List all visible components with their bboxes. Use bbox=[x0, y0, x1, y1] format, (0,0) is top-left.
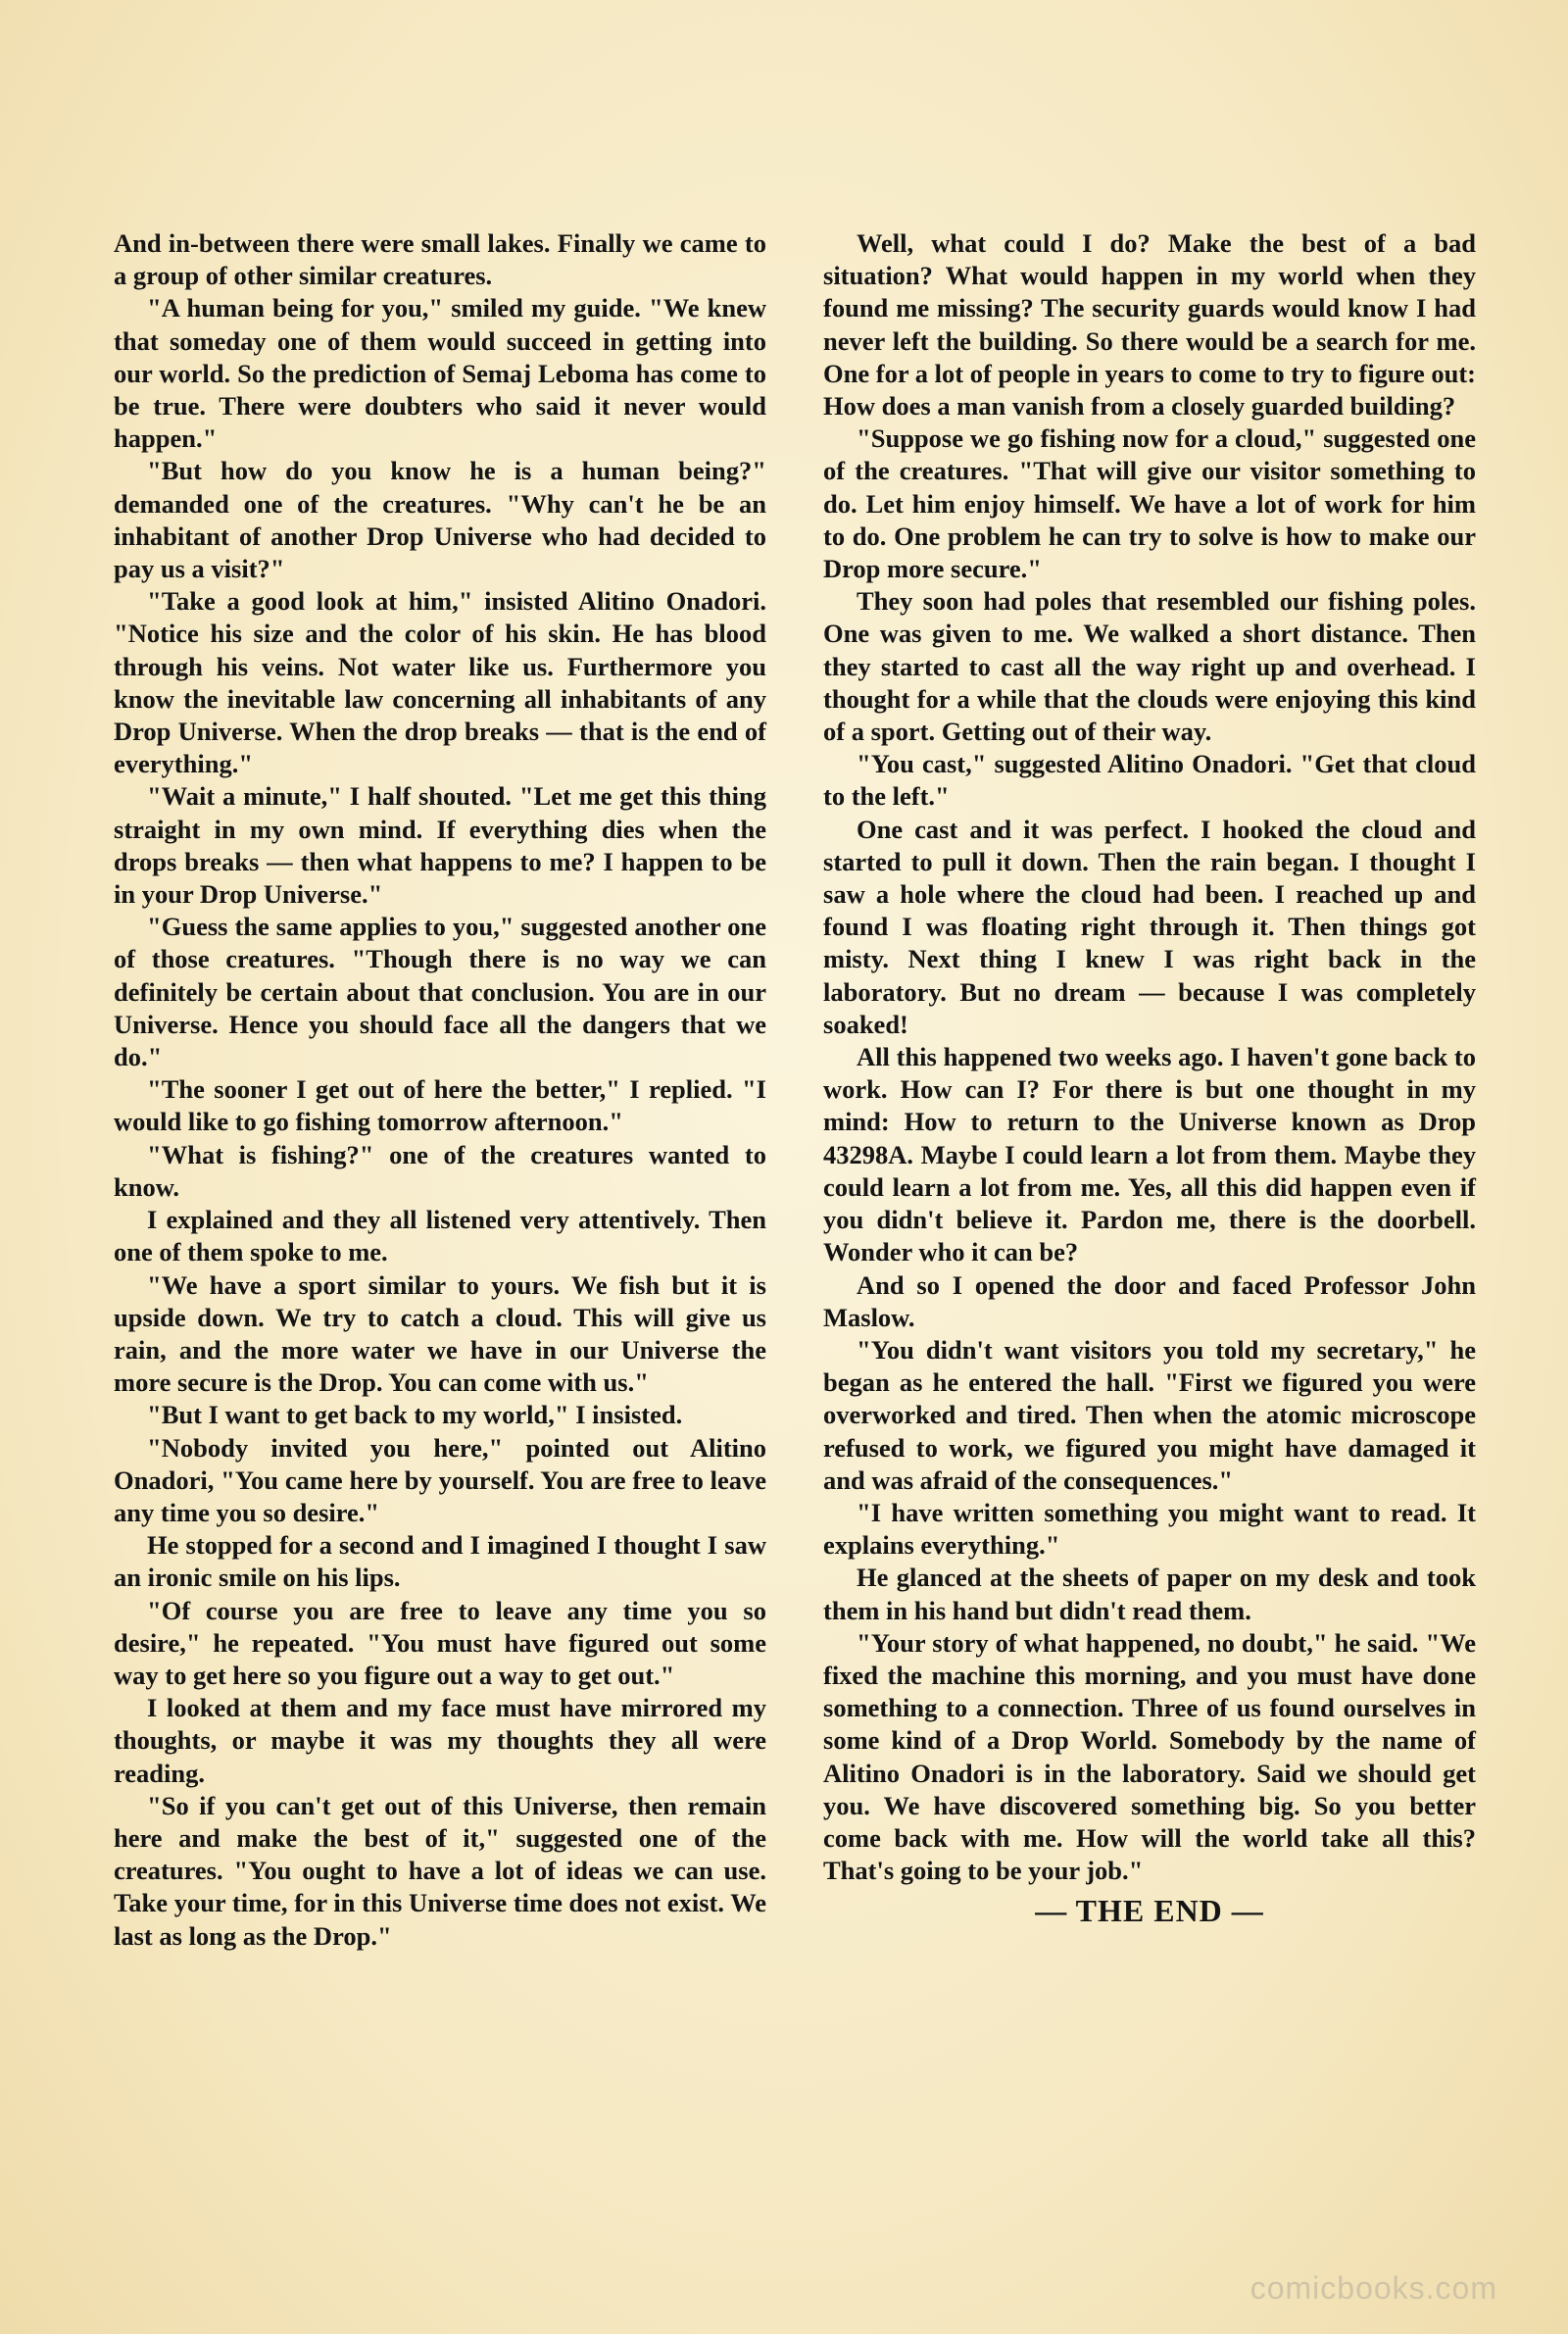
paragraph: "The sooner I get out of here the better," I replied. "I would like to go fishing tomorrow afternoon." bbox=[114, 1074, 766, 1137]
paragraph: "We have a sport similar to yours. We fish but it is upside down. We try to catch a cloud. This will give us rain, and the more water we have in our Universe the more secure is the Drop. You can come with us." bbox=[114, 1269, 766, 1398]
paragraph: "You didn't want visitors you told my secretary," he began as he entered the hall. "First we figured you were overworked and tired. Then when the atomic microscope refused to work, we figured you might have damaged it and was afraid of the consequences." bbox=[823, 1334, 1476, 1495]
paragraph: "I have written something you might want to read. It explains everything." bbox=[823, 1497, 1476, 1561]
paragraph: "Guess the same applies to you," suggested another one of those creatures. "Though there is no way we can definitely be certain about that conclusion. You are in our Universe. Hence you should face all the dangers that we do." bbox=[114, 912, 766, 1072]
paragraph: And in-between there were small lakes. Finally we came to a group of other similar creatures. bbox=[114, 228, 766, 291]
paragraph: "But I want to get back to my world," I insisted. bbox=[147, 1400, 683, 1430]
paragraph: "Take a good look at him," insisted Alitino Onadori. "Notice his size and the color of his skin. He has blood through his veins. Not water like us. Furthermore you know the inevitable law concerning all inhabitants of any Drop Universe. When the drop breaks — that is the end of everything." bbox=[114, 586, 766, 779]
paragraph: "So if you can't get out of this Universe, then remain here and make the best of it," suggested one of the creatures. "You ought to have a lot of ideas we can use. Take your time, for in this Universe time does not exist. We last as long as the Drop." bbox=[114, 1790, 766, 1951]
the-end-label: — THE END — bbox=[1035, 1893, 1264, 1929]
paragraph: "A human being for you," smiled my guide. "We knew that someday one of them would succeed in getting into our world. So the prediction of Semaj Leboma has come to be true. There were doubters who said it never would happen." bbox=[114, 293, 766, 454]
paragraph: "Of course you are free to leave any time you so desire," he repeated. "You must have figured out some way to get here so you figure out a way to get out." bbox=[114, 1595, 766, 1690]
paragraph: "You cast," suggested Alitino Onadori. "Get that cloud to the left." bbox=[823, 749, 1476, 812]
paragraph: "But how do you know he is a human being?" demanded one of the creatures. "Why can't he be an inhabitant of another Drop Universe who had decided to pay us a visit?" bbox=[114, 456, 766, 584]
paragraph: They soon had poles that resembled our fishing poles. One was given to me. We walked a short distance. Then they started to cast all the way right up and overhead. I thought for a while that the clouds were enjoying this kind of a sport. Getting out of their way. bbox=[823, 586, 1476, 747]
paragraph: One cast and it was perfect. I hooked the cloud and started to pull it down. Then the rain began. I thought I saw a hole where the cloud had been. I reached up and found I was floating right through it. Then things got misty. Next thing I knew I was right back in the laboratory. But no dream — because I was completely soaked! bbox=[823, 814, 1476, 1039]
paragraph: He glanced at the sheets of paper on my desk and took them in his hand but didn't read them. bbox=[823, 1563, 1476, 1625]
paragraph: Well, what could I do? Make the best of a bad situation? What would happen in my world when they found me missing? The security guards would know I had never left the building. So there would be a search for me. One for a lot of people in years to come to try to figure out: How does a man vanish from a closely guarded building? bbox=[823, 228, 1476, 422]
paragraph: He stopped for a second and I imagined I thought I saw an ironic smile on his lips. bbox=[114, 1530, 766, 1593]
paragraph: "What is fishing?" one of the creatures wanted to know. bbox=[114, 1139, 766, 1202]
left-text-column bbox=[114, 227, 766, 1953]
paragraph: All this happened two weeks ago. I haven't gone back to work. How can I? For there is but one thought in my mind: How to return to the Universe known as Drop 43298A. Maybe I could learn a lot from them. Maybe they could learn a lot from me. Yes, all this did happen even if you didn't believe it. Pardon me, there is the doorbell. Wonder who it can be? bbox=[823, 1042, 1476, 1267]
paragraph: "Suppose we go fishing now for a cloud," suggested one of the creatures. "That will give our visitor something to do. Let him enjoy himself. We have a lot of work for him to do. One problem he can try to solve is how to make our Drop more secure." bbox=[823, 423, 1476, 584]
paragraph: I explained and they all listened very attentively. Then one of them spoke to me. bbox=[114, 1205, 766, 1267]
right-text-column bbox=[823, 227, 1476, 1928]
site-watermark: comicbooks.com bbox=[1250, 2270, 1497, 2306]
paragraph: "Nobody invited you here," pointed out Alitino Onadori, "You came here by yourself. You are free to leave any time you so desire." bbox=[114, 1432, 766, 1527]
paragraph: "Your story of what happened, no doubt," he said. "We fixed the machine this morning, and you must have done something to a connection. Three of us found ourselves in some kind of a Drop World. Somebody by the name of Alitino Onadori is in the laboratory. Said we should get you. We have discovered something big. So you better come back with me. How will the world take all this? That's going to be your job." bbox=[823, 1627, 1476, 1886]
paragraph: And so I opened the door and faced Professor John Maslow. bbox=[823, 1269, 1476, 1332]
paragraph: "Wait a minute," I half shouted. "Let me get this thing straight in my own mind. If everything dies when the drops breaks — then what happens to me? I happen to be in your Drop Universe." bbox=[114, 781, 766, 910]
paragraph: I looked at them and my face must have mirrored my thoughts, or maybe it was my thoughts they all were reading. bbox=[114, 1693, 766, 1788]
